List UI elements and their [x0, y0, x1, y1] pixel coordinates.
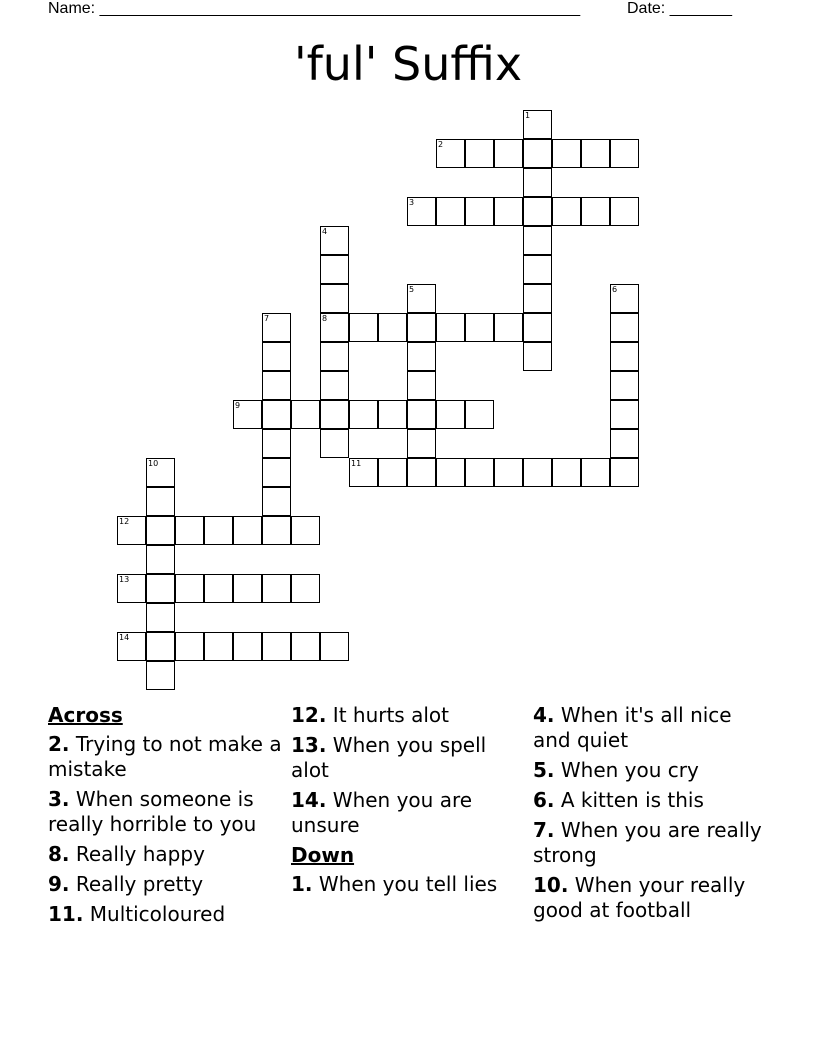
grid-cell[interactable] — [291, 400, 320, 429]
grid-cell[interactable] — [610, 197, 639, 226]
clue-number: 3. — [48, 787, 70, 811]
grid-cell[interactable] — [610, 342, 639, 371]
grid-cell[interactable] — [262, 313, 291, 342]
grid-cell[interactable] — [436, 458, 465, 487]
clue-across-14 — [291, 788, 526, 838]
cell-number: 13 — [119, 575, 130, 584]
grid-cell[interactable] — [117, 574, 146, 603]
grid-cell[interactable] — [523, 197, 552, 226]
grid-cell[interactable] — [610, 371, 639, 400]
grid-cell[interactable] — [320, 284, 349, 313]
clue-number: 2. — [48, 732, 70, 756]
grid-cell[interactable] — [378, 313, 407, 342]
grid-cell[interactable] — [407, 429, 436, 458]
grid-cell[interactable] — [552, 197, 581, 226]
clue-number: 9. — [48, 872, 70, 896]
grid-cell[interactable] — [407, 284, 436, 313]
grid-cell[interactable] — [610, 400, 639, 429]
grid-cell[interactable] — [349, 458, 378, 487]
clue-text: When it's all nice and quiet — [533, 703, 732, 752]
grid-cell[interactable] — [262, 574, 291, 603]
clue-text: When you cry — [560, 758, 699, 782]
grid-cell[interactable] — [291, 574, 320, 603]
grid-cell[interactable] — [581, 197, 610, 226]
grid-cell[interactable] — [146, 545, 175, 574]
clue-number: 12. — [291, 703, 327, 727]
clue-number: 5. — [533, 758, 555, 782]
grid-cell[interactable] — [320, 226, 349, 255]
grid-cell[interactable] — [465, 313, 494, 342]
grid-cell[interactable] — [349, 313, 378, 342]
grid-cell[interactable] — [146, 458, 175, 487]
clue-across-3 — [48, 787, 283, 837]
grid-cell[interactable] — [523, 226, 552, 255]
clue-text: When you tell lies — [318, 872, 498, 896]
clue-text: It hurts alot — [332, 703, 449, 727]
grid-cell[interactable] — [407, 458, 436, 487]
grid-cell[interactable] — [610, 313, 639, 342]
clue-down-5 — [533, 758, 768, 783]
grid-cell[interactable] — [378, 458, 407, 487]
page-title: 'ful' Suffix — [293, 37, 523, 91]
grid-cell[interactable] — [436, 139, 465, 168]
clue-column-1 — [48, 703, 283, 932]
cell-number: 7 — [264, 314, 270, 323]
clue-number: 10. — [533, 873, 569, 897]
grid-cell[interactable] — [233, 516, 262, 545]
clue-down-10 — [533, 873, 768, 923]
clue-down-1 — [291, 872, 526, 897]
grid-cell[interactable] — [465, 400, 494, 429]
grid-cell[interactable] — [146, 632, 175, 661]
grid-cell[interactable] — [523, 313, 552, 342]
clue-number: 11. — [48, 902, 84, 926]
grid-cell[interactable] — [610, 429, 639, 458]
grid-cell[interactable] — [349, 400, 378, 429]
grid-cell[interactable] — [494, 197, 523, 226]
clue-across-9 — [48, 872, 283, 897]
grid-cell[interactable] — [146, 574, 175, 603]
grid-cell[interactable] — [523, 255, 552, 284]
clue-number: 8. — [48, 842, 70, 866]
grid-cell[interactable] — [610, 284, 639, 313]
clue-across-12 — [291, 703, 526, 728]
clue-text: Trying to not make a mistake — [48, 732, 282, 781]
grid-cell[interactable] — [320, 400, 349, 429]
clue-down-7 — [533, 818, 768, 868]
grid-cell[interactable] — [436, 400, 465, 429]
cell-number: 4 — [322, 227, 328, 236]
grid-cell[interactable] — [175, 632, 204, 661]
clue-number: 4. — [533, 703, 555, 727]
cell-number: 6 — [612, 285, 618, 294]
grid-cell[interactable] — [581, 458, 610, 487]
grid-cell[interactable] — [291, 516, 320, 545]
grid-cell[interactable] — [262, 400, 291, 429]
cell-number: 12 — [119, 517, 130, 526]
grid-cell[interactable] — [494, 313, 523, 342]
clue-across-8 — [48, 842, 283, 867]
cell-number: 3 — [409, 198, 415, 207]
grid-cell[interactable] — [436, 197, 465, 226]
clue-down-4 — [533, 703, 768, 753]
clue-text: When someone is really horrible to you — [48, 787, 257, 836]
cell-number: 14 — [119, 633, 130, 642]
clue-text: When you are really strong — [533, 818, 762, 867]
grid-cell[interactable] — [175, 574, 204, 603]
grid-cell[interactable] — [523, 458, 552, 487]
grid-cell[interactable] — [581, 139, 610, 168]
grid-cell[interactable] — [233, 632, 262, 661]
across-heading: Across — [48, 703, 123, 727]
grid-cell[interactable] — [523, 139, 552, 168]
grid-cell[interactable] — [552, 458, 581, 487]
clue-number: 7. — [533, 818, 555, 842]
cell-number: 11 — [351, 459, 362, 468]
grid-cell[interactable] — [465, 458, 494, 487]
grid-cell[interactable] — [233, 400, 262, 429]
clue-down-6 — [533, 788, 768, 813]
grid-cell[interactable] — [262, 371, 291, 400]
grid-cell[interactable] — [610, 139, 639, 168]
grid-cell[interactable] — [494, 458, 523, 487]
clue-text: A kitten is this — [560, 788, 704, 812]
grid-cell[interactable] — [320, 255, 349, 284]
grid-cell[interactable] — [320, 429, 349, 458]
grid-cell[interactable] — [407, 400, 436, 429]
grid-cell[interactable] — [262, 458, 291, 487]
name-field[interactable]: Name: ______________________________________________________ — [48, 0, 581, 17]
cell-number: 5 — [409, 285, 415, 294]
grid-cell[interactable] — [494, 139, 523, 168]
grid-cell[interactable] — [407, 197, 436, 226]
cell-number: 2 — [438, 140, 444, 149]
cell-number: 1 — [525, 111, 531, 120]
grid-cell[interactable] — [465, 139, 494, 168]
clue-text: When you spell alot — [291, 733, 487, 782]
grid-cell[interactable] — [523, 168, 552, 197]
clue-text: When you are unsure — [291, 788, 473, 837]
grid-cell[interactable] — [320, 313, 349, 342]
clue-number: 6. — [533, 788, 555, 812]
down-heading: Down — [291, 843, 355, 867]
grid-cell[interactable] — [117, 632, 146, 661]
grid-cell[interactable] — [262, 487, 291, 516]
grid-cell[interactable] — [175, 516, 204, 545]
grid-cell[interactable] — [262, 342, 291, 371]
grid-cell[interactable] — [204, 632, 233, 661]
clue-column-3 — [533, 703, 768, 928]
grid-cell[interactable] — [523, 110, 552, 139]
grid-cell[interactable] — [407, 342, 436, 371]
clue-column-2 — [291, 703, 526, 902]
grid-cell[interactable] — [146, 603, 175, 632]
grid-cell[interactable] — [262, 516, 291, 545]
grid-cell[interactable] — [320, 632, 349, 661]
date-field[interactable]: Date: _______ — [627, 0, 732, 17]
grid-cell[interactable] — [320, 371, 349, 400]
grid-cell[interactable] — [146, 516, 175, 545]
grid-cell[interactable] — [465, 197, 494, 226]
clue-across-11 — [48, 902, 283, 927]
grid-cell[interactable] — [233, 574, 262, 603]
grid-cell[interactable] — [610, 458, 639, 487]
grid-cell[interactable] — [291, 632, 320, 661]
grid-cell[interactable] — [523, 342, 552, 371]
clue-text: Really pretty — [75, 872, 204, 896]
grid-cell[interactable] — [204, 516, 233, 545]
clue-number: 14. — [291, 788, 327, 812]
clue-number: 1. — [291, 872, 313, 896]
grid-cell[interactable] — [262, 632, 291, 661]
clue-across-13 — [291, 733, 526, 783]
cell-number: 10 — [148, 459, 159, 468]
grid-cell[interactable] — [320, 342, 349, 371]
clue-across-2 — [48, 732, 283, 782]
cell-number: 9 — [235, 401, 241, 410]
clue-text: When your really good at football — [533, 873, 746, 922]
grid-cell[interactable] — [552, 139, 581, 168]
clue-number: 13. — [291, 733, 327, 757]
grid-cell[interactable] — [407, 371, 436, 400]
grid-cell[interactable] — [378, 400, 407, 429]
grid-cell[interactable] — [523, 284, 552, 313]
grid-cell[interactable] — [407, 313, 436, 342]
cell-number: 8 — [322, 314, 328, 323]
grid-cell[interactable] — [204, 574, 233, 603]
clue-text: Really happy — [75, 842, 205, 866]
clue-text: Multicoloured — [89, 902, 226, 926]
grid-cell[interactable] — [146, 661, 175, 690]
grid-cell[interactable] — [262, 429, 291, 458]
grid-cell[interactable] — [146, 487, 175, 516]
grid-cell[interactable] — [117, 516, 146, 545]
grid-cell[interactable] — [436, 313, 465, 342]
